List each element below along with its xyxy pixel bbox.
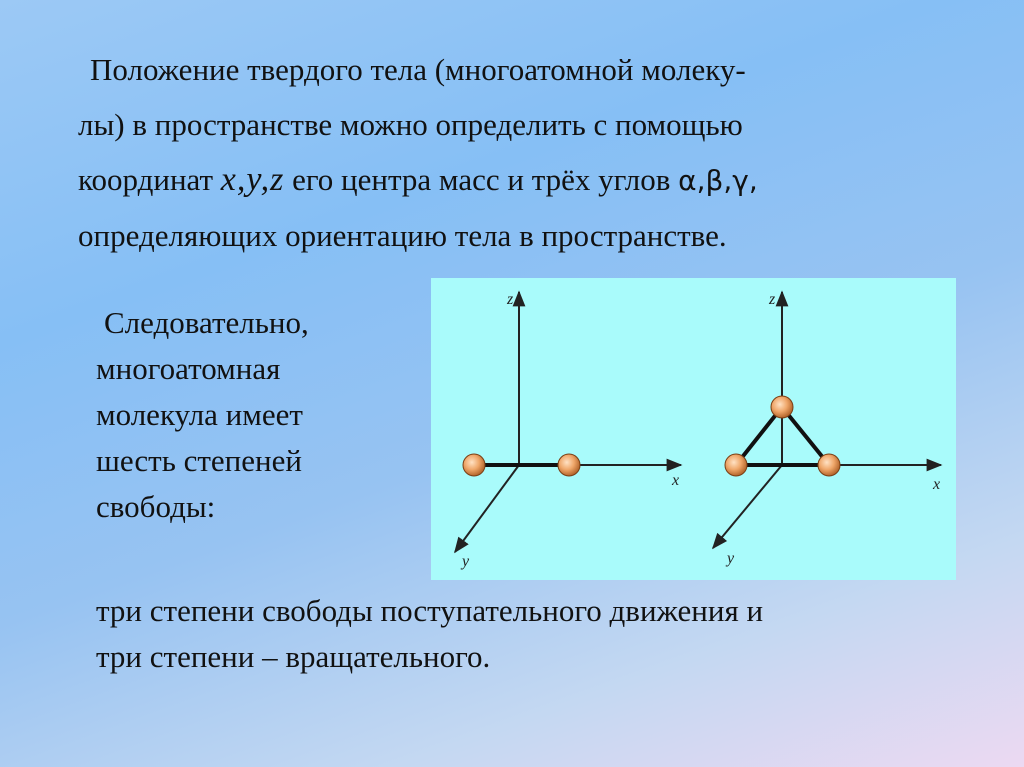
right-y-label: y <box>727 550 735 567</box>
right-x-label: x <box>933 476 941 493</box>
triatomic-atom-left <box>725 454 747 476</box>
diatomic-molecule <box>463 454 580 476</box>
molecule-diagram <box>431 278 956 580</box>
conclusion-paragraph <box>96 300 416 530</box>
right-z-label: z <box>769 291 776 308</box>
angles-alpha-beta-gamma: α,β,γ, <box>678 164 758 197</box>
left-z-label: z <box>507 291 514 308</box>
degrees-line-1: три степени свободы поступательного движения и <box>96 593 764 628</box>
intro-line-3-start: координат <box>78 162 221 197</box>
right-y-axis <box>713 465 782 548</box>
intro-line-3-middle: его центра масс и трёх углов <box>284 162 679 197</box>
left-x-label: x <box>672 472 680 489</box>
diatomic-atom-right <box>558 454 580 476</box>
conclusion-line-1: Следовательно, <box>104 305 309 340</box>
intro-line-4: определяющих ориентацию тела в пространстве. <box>78 218 727 253</box>
left-axes <box>455 291 681 570</box>
conclusion-line-2: многоатомная <box>96 351 281 386</box>
right-axes <box>713 291 941 567</box>
intro-paragraph <box>78 42 978 263</box>
molecule-diagram-svg <box>431 278 956 580</box>
diatomic-atom-left <box>463 454 485 476</box>
conclusion-line-5: свободы: <box>96 489 216 524</box>
coordinates-xyz: x,y,z <box>220 161 285 198</box>
intro-line-3 <box>78 152 978 208</box>
left-y-label: y <box>462 553 470 570</box>
intro-line-2: лы) в пространстве можно определить с помощью <box>78 107 743 142</box>
triatomic-atom-top <box>771 396 793 418</box>
triatomic-atom-right <box>818 454 840 476</box>
intro-line-1: Положение твердого тела (многоатомной молеку- <box>90 52 746 87</box>
conclusion-line-4: шесть степеней <box>96 443 302 478</box>
degrees-of-freedom-paragraph <box>96 588 996 680</box>
conclusion-line-3: молекула имеет <box>96 397 303 432</box>
left-y-axis <box>455 465 519 552</box>
degrees-line-2: три степени – вращательного. <box>96 639 491 674</box>
